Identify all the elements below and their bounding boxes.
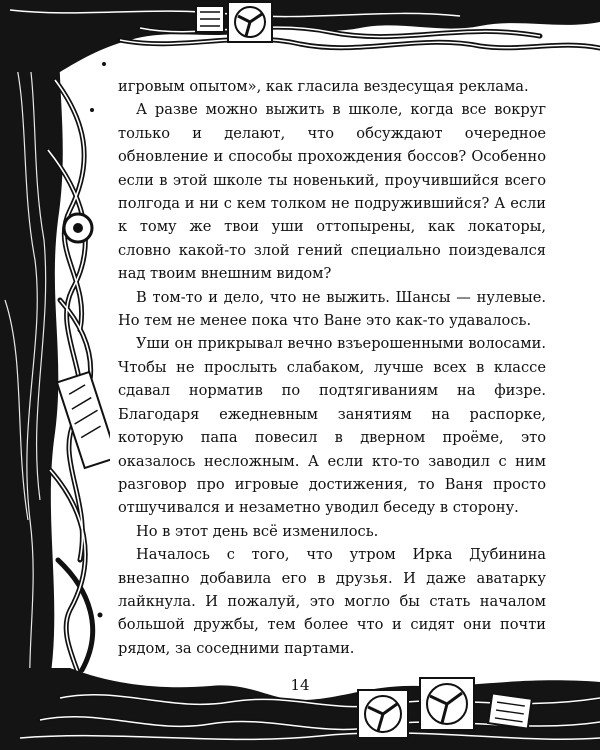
cooling-fan-icon [228,2,272,42]
paragraph: игровым опытом», как гласила вездесущая реклама. [118,78,529,95]
cable-illustration-left [0,0,110,750]
paragraph: Но в этот день всё изменилось. [136,522,379,540]
book-text [118,75,546,660]
cooling-fan-icon [420,678,474,730]
chip-icon [196,6,224,32]
paragraph: А разве можно выжить в школе, когда все вокруг только и делают, что обсуждают очередное обновление и способы прохождения боссов? Особенно если в этой школе ты новенький, проучившийся всего полгода и ни с кем толком не подружившийся? А если к тому же твои уши оттопырены, как локаторы, словно какой-то злой гений специально поиздевался над твоим внешним видом? [118,101,546,283]
cooling-fan-icon [358,690,408,738]
cable-illustration-top [0,0,600,72]
paragraph: В том-то и дело, что не выжить. Шансы — нулевые. Но тем не менее пока что Ване это как-то удавалось. [118,288,546,330]
page-number: 14 [290,676,310,694]
paragraph: Уши он прикрывал вечно взъерошенными волосами. Чтобы не прослыть слабаком, лучше всех в классе сдавал норматив по подтягиваниям на физре. Благодаря ежедневным занятиям на распорке, которую папа повесил в дверном проёме, это оказалось несложным. А если кто-то заводил с ним разговор про игровые достижения, то Ваня просто отшучивался и незаметно уводил беседу в сторону. [118,335,546,517]
cable-border-left [0,0,110,750]
cable-border-top [0,0,600,72]
chip-icon [488,693,532,728]
paragraph: Началось с того, что утром Ирка Дубинина внезапно добавила его в друзья. И даже аватарку лайкнула. И пожалуй, это могло бы стать началом большой дружбы, тем более что и сидят они почти рядом, за соседними партами. [118,546,546,657]
gear-icon [64,214,92,242]
